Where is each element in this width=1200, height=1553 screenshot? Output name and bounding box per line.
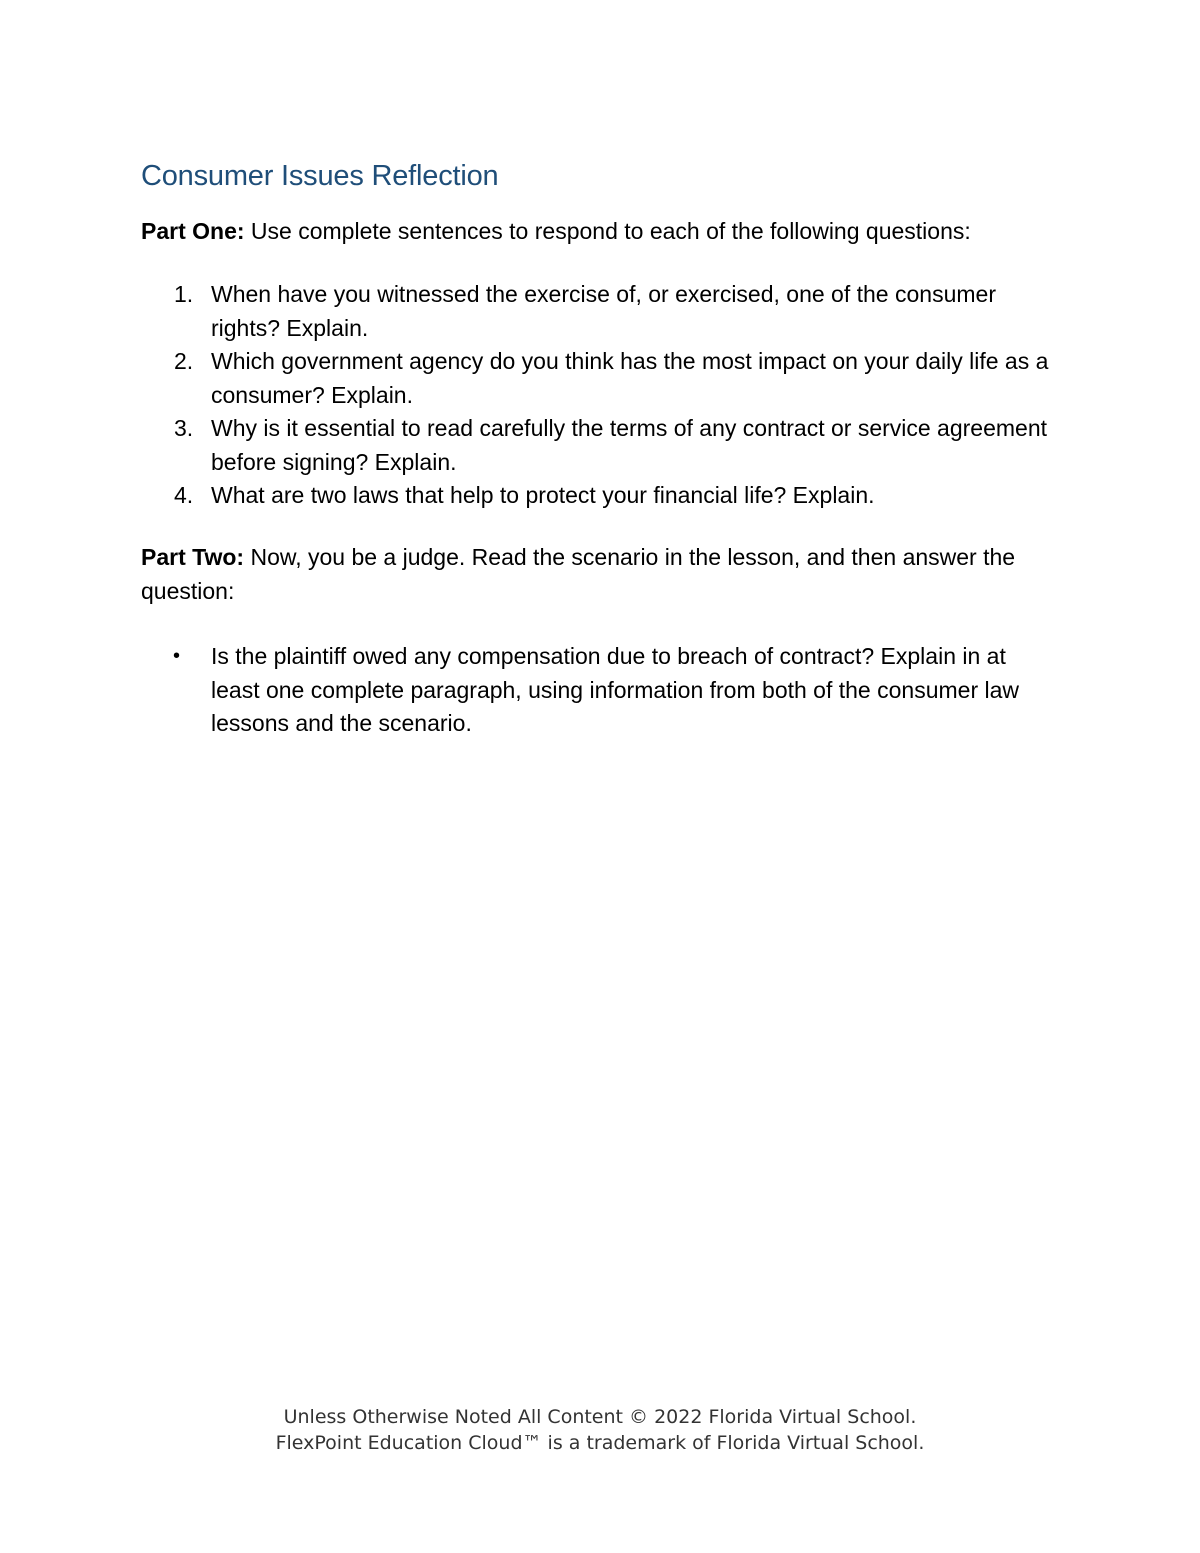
part-two-paragraph (141, 540, 1061, 608)
question-item-1 (0, 278, 1056, 345)
footer-copyright: Unless Otherwise Noted All Content © 2022 Florida Virtual School. (283, 1406, 917, 1428)
page-footer (0, 1404, 1200, 1456)
part-two-label: Part Two: (141, 544, 245, 570)
question-item-2 (0, 345, 1056, 412)
question-list (0, 278, 1100, 513)
question-text: Which government agency do you think has the most impact on your daily life as a consumer? Explain. (211, 348, 1049, 408)
question-number: 2. (174, 348, 194, 374)
question-number: 3. (174, 415, 194, 441)
question-number: 4. (174, 482, 194, 508)
question-text: Why is it essential to read carefully the terms of any contract or service agreement before signing? Explain. (211, 415, 1048, 475)
bullet-list (0, 640, 1100, 741)
footer-trademark: FlexPoint Education Cloud™ is a trademark of Florida Virtual School. (275, 1432, 925, 1454)
question-text: When have you witnessed the exercise of, or exercised, one of the consumer rights? Explain. (211, 281, 996, 341)
part-two-instruction: Now, you be a judge. Read the scenario in the lesson, and then answer the question: (141, 544, 1016, 604)
part-one-instruction: Use complete sentences to respond to each of the following questions: (244, 218, 971, 244)
question-number: 1. (174, 281, 194, 307)
bullet-text: Is the plaintiff owed any compensation due to breach of contract? Explain in at least one complete paragraph, using information from both of the consumer law lessons and the scenario. (211, 643, 1019, 736)
question-item-3 (0, 412, 1056, 479)
question-item-4 (0, 479, 1056, 513)
bullet-icon: • (173, 645, 181, 667)
part-one-label: Part One: (141, 218, 245, 244)
bullet-item-1 (0, 640, 1041, 741)
page-title: Consumer Issues Reflection (141, 160, 499, 192)
question-text: What are two laws that help to protect your financial life? Explain. (211, 482, 875, 508)
part-one-paragraph (141, 214, 1071, 248)
